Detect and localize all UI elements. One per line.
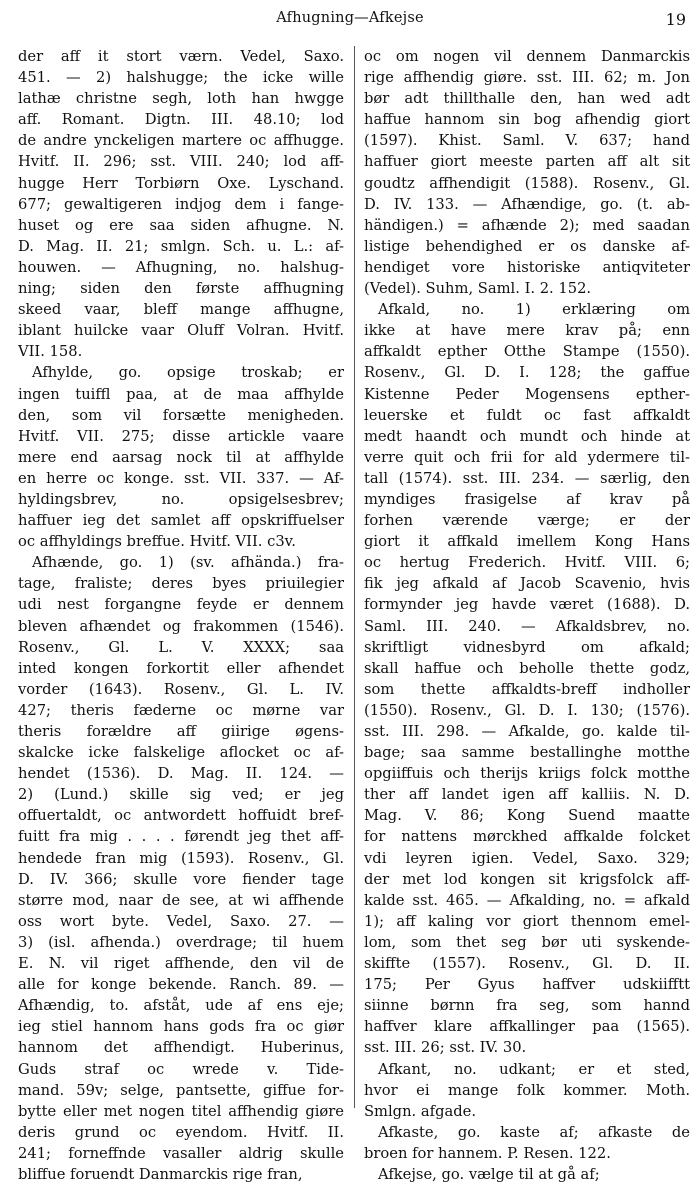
text-line: bør adt thillthalle den, han wed adt (364, 90, 690, 108)
text-line: 3) (isl. afhenda.) overdrage; til huem (18, 933, 344, 951)
text-line: myndiges frasigelse af krav på (364, 490, 690, 508)
text-line: VII. 158. (18, 343, 83, 361)
text-line: händigen.) = afhænde 2); med saadan (364, 216, 690, 234)
text-line: ieg stiel hannom hans gods fra oc giør (18, 1018, 344, 1036)
text-line: hvor ei mange folk kommer. Moth. (364, 1081, 690, 1099)
text-line: leuerske et fuldt oc fast affkaldt (364, 406, 690, 424)
text-line: oss wort byte. Vedel, Saxo. 27. — (18, 912, 344, 930)
text-line: hugge Herr Torbiørn Oxe. Lyschand. (18, 174, 344, 192)
left-column (18, 46, 344, 1185)
text-line: vdi leyren igien. Vedel, Saxo. 329; (364, 849, 690, 867)
text-line: Rosenv., Gl. L. V. XXXX; saa (18, 638, 344, 656)
text-line: rige affhendig giøre. sst. III. 62; m. Jon (364, 69, 690, 87)
text-line: en herre oc konge. sst. VII. 337. — Af- (18, 469, 344, 487)
text-line: skeed vaar, bleff mange affhugne, (18, 301, 344, 319)
text-line: broen for hannem. P. Resen. 122. (364, 1144, 611, 1162)
text-line: skriftligt vidnesbyrd om afkald; (364, 638, 690, 656)
text-line: (1597). Khist. Saml. V. 637; hand (364, 132, 690, 150)
text-line: Rosenv., Gl. D. I. 128; the gaffue (364, 364, 690, 382)
text-line: hendiget vore historiske antiqviteter (364, 258, 690, 276)
text-line: 451. — 2) halshugge; the icke wille (18, 69, 344, 87)
text-line: Afhylde, go. opsige troskab; er (32, 364, 344, 382)
text-line: sst. III. 26; sst. IV. 30. (364, 1039, 527, 1057)
text-line: ther aff landet igen aff kalliis. N. D. (364, 786, 690, 804)
text-line: deris grund oc eyendom. Hvitf. II. (18, 1123, 344, 1141)
text-line: forhen værende værge; er der (364, 512, 690, 530)
text-line: for nattens mørckhed affkalde folcket (364, 828, 690, 846)
text-line: 2) (Lund.) skille sig ved; er jeg (18, 786, 344, 804)
text-line: udi nest forgangne feyde er dennem (18, 596, 344, 614)
text-line: haffuer giort meeste parten aff alt sit (364, 153, 690, 171)
text-line: (1550). Rosenv., Gl. D. I. 130; (1576). (364, 701, 690, 719)
text-line: Afkald, no. 1) erklæring om (378, 301, 690, 319)
text-line: aff. Romant. Digtn. III. 48.10; lod (18, 111, 344, 129)
text-line: Smlgn. afgade. (364, 1102, 476, 1120)
text-line: oc hertug Frederich. Hvitf. VIII. 6; (364, 554, 690, 572)
text-line: som thette affkaldts-breff indholler (364, 680, 690, 698)
text-line: hendede fran mig (1593). Rosenv., Gl. (18, 849, 344, 867)
text-line: haffuer ieg det samlet aff opskriffuelser (18, 512, 344, 530)
text-line: hyldingsbrev, no. opsigelsesbrev; (18, 490, 344, 508)
text-line: ning; siden den første affhugning (18, 280, 344, 298)
text-line: bage; saa samme bestallinghe motthe (364, 744, 690, 762)
text-line: skall haffue och beholle thette godz, (364, 659, 690, 677)
text-line: affkaldt epther Otthe Stampe (1550). (364, 343, 690, 361)
text-line: offuertaldt, oc antwordett hoffuidt bref- (18, 807, 344, 825)
text-line: haffver klare affkallinger paa (1565). (364, 1018, 690, 1036)
text-line: kalde sst. 465. — Afkalding, no. = afkald (364, 891, 690, 909)
text-line: de andre ynckeligen martere oc affhugge. (18, 132, 344, 150)
text-line: bleven afhændet og frakommen (1546). (18, 617, 344, 635)
text-line: der met lod kongen sit krigsfolck aff- (364, 870, 690, 888)
text-line: der aff it stort værn. Vedel, Saxo. (18, 48, 344, 65)
text-line: Afhændig, to. afståt, ude af ens eje; (18, 997, 344, 1015)
text-line: tage, fraliste; deres byes priuilegier (18, 575, 344, 593)
text-line: mere end aarsag nock til at affhylde (18, 448, 344, 466)
text-line: bytte eller met nogen titel affhendig giøre (18, 1102, 344, 1120)
text-line: Mag. V. 86; Kong Suend maatte (364, 807, 690, 825)
text-line: formynder jeg havde været (1688). D. (364, 596, 690, 614)
text-line: houwen. — Afhugning, no. halshug- (18, 258, 344, 276)
text-line: Afhænde, go. 1) (sv. afhända.) fra- (32, 554, 344, 572)
text-line: Guds straf oc wrede v. Tide- (18, 1060, 344, 1078)
text-line: Hvitf. VII. 275; disse artickle vaare (18, 427, 344, 445)
text-line: skalcke icke falskelige aflocket oc af- (18, 744, 344, 762)
text-line: oc affhyldings breffue. Hvitf. VII. c3v. (18, 533, 296, 551)
text-line: hannom det affhendigt. Huberinus, (18, 1039, 344, 1057)
text-line: hendet (1536). D. Mag. II. 124. — (18, 765, 344, 783)
text-line: vorder (1643). Rosenv., Gl. L. IV. (18, 680, 344, 698)
text-line: tall (1574). sst. III. 234. — særlig, den (364, 469, 690, 487)
running-head-title: Afhugning—Afkejse (276, 10, 424, 26)
text-line: giort it affkald imellem Kong Hans (364, 533, 690, 551)
text-line: Afkant, no. udkant; er et sted, (378, 1060, 690, 1078)
text-line: (Vedel). Suhm, Saml. I. 2. 152. (364, 280, 592, 298)
text-line: 1); aff kaling vor giort thennom emel- (364, 912, 690, 930)
text-line: Saml. III. 240. — Afkaldsbrev, no. (364, 617, 690, 635)
text-line: listige behendighed er os danske af- (364, 237, 690, 255)
text-line: iblant huilcke vaar Oluff Volran. Hvitf. (18, 322, 344, 340)
page-number: 19 (665, 10, 686, 29)
text-line: skiffte (1557). Rosenv., Gl. D. II. (364, 955, 690, 973)
text-line: den, som vil forsætte menigheden. (18, 406, 344, 424)
text-line: haffue hannom sin bog afhendig giort (364, 111, 690, 129)
text-line: 175; Per Gyus haffver udskiifftt (364, 976, 690, 994)
text-line: mand. 59v; selge, pantsette, giffue for- (18, 1081, 344, 1099)
right-column (364, 46, 690, 1185)
text-line: ikke at have mere krav på; enn (364, 322, 690, 340)
text-line: bliffue foruendt Danmarckis rige fran, (18, 1165, 303, 1183)
text-line: fik jeg afkald af Jacob Scavenio, hvis (364, 575, 690, 593)
text-line: alle for konge bekende. Ranch. 89. — (18, 976, 344, 994)
text-line: siinne børnn fra seg, som hannd (364, 997, 690, 1015)
text-line: lathæ christne segh, loth han hwgge (18, 90, 344, 108)
text-line: D. IV. 366; skulle vore fiender tage (18, 870, 344, 888)
text-line: fuitt fra mig . . . . førendt jeg thet aff- (18, 828, 344, 846)
text-line: 677; gewaltigeren indjog dem i fange- (18, 195, 344, 213)
text-line: Hvitf. II. 296; sst. VIII. 240; lod aff- (18, 153, 344, 171)
text-line: lom, som thet seg bør uti syskende- (364, 933, 690, 951)
text-line: huset og ere saa siden afhugne. N. (18, 216, 344, 234)
text-line: E. N. vil riget affhende, den vil de (18, 955, 344, 973)
text-line: Kistenne Peder Mogensens epther- (364, 385, 690, 403)
text-line: verre quit och frii for ald ydermere til- (364, 448, 690, 466)
text-line: 241; forneffnde vasaller aldrig skulle (18, 1144, 344, 1162)
text-line: inted kongen forkortit eller afhendet (18, 659, 344, 677)
text-line: Afkaste, go. kaste af; afkaste de (378, 1123, 690, 1141)
text-line: goudtz affhendigit (1588). Rosenv., Gl. (364, 174, 690, 192)
text-line: theris forældre aff giirige øgens- (18, 723, 344, 740)
text-line: større mod, naar de see, at wi affhende (18, 891, 344, 909)
text-line: D. Mag. II. 21; smlgn. Sch. u. L.: af- (18, 237, 344, 255)
text-line: D. IV. 133. — Afhændige, go. (t. ab- (364, 195, 690, 213)
text-line: sst. III. 298. — Afkalde, go. kalde til- (364, 723, 690, 740)
text-line: opgiiffuis och therijs kriigs folck motthe (364, 765, 690, 783)
text-line: medt haandt och mundt och hinde at (364, 427, 690, 445)
text-line: 427; theris fæderne oc mørne var (18, 701, 344, 719)
column-divider (354, 46, 355, 1108)
text-line: oc om nogen vil dennem Danmarckis (364, 48, 690, 65)
running-head (0, 10, 700, 34)
text-line: ingen tuiffl paa, at de maa affhylde (18, 385, 344, 403)
text-line: Afkejse, go. vælge til at gå af; (378, 1165, 600, 1183)
